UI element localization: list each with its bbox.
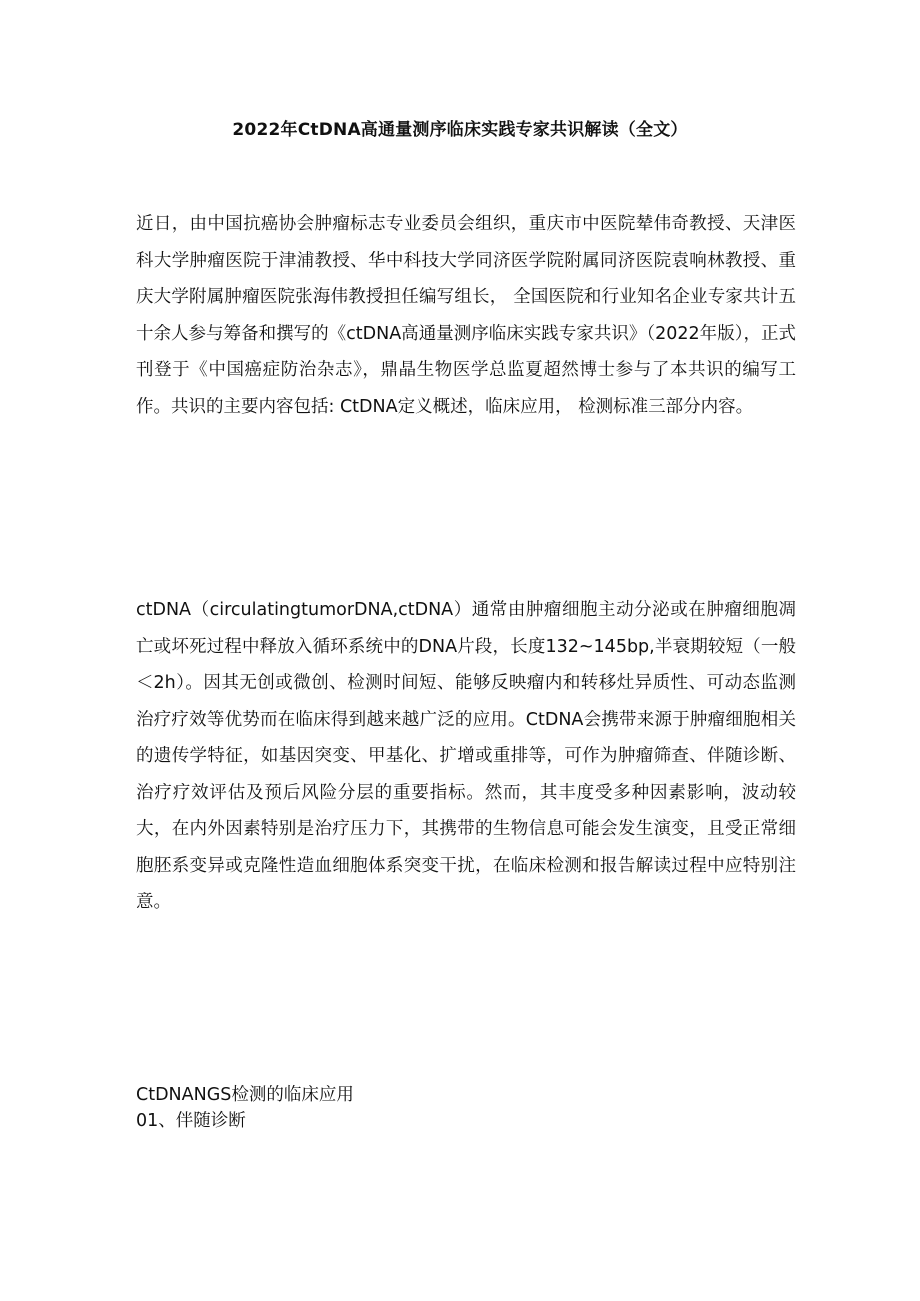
- document-title: 2022年CtDNA高通量测序临床实践专家共识解读（全文）: [232, 120, 688, 140]
- ctdna-definition-paragraph: ctDNA（circulatingtumorDNA,ctDNA）通常由肿瘤细胞主动分泌或在肿瘤细胞凋亡或坏死过程中释放入循环系统中的DNA片段，长度132~145bp,半衰期较短（一般＜2h）。因其无创或微创、检测时间短、能够反映瘤内和转移灶异质性、可动态监测治疗疗效等优势而在临床得到越来越广泛的应用。CtDNA会携带来源于肿瘤细胞相关的遗传学特征，如基因突变、甲基化、扩增或重排等，可作为肿瘤筛查、伴随诊断、治疗疗效评估及预后风险分层的重要指标。然而，其丰度受多种因素影响，波动较大，在内外因素特别是治疗压力下，其携带的生物信息可能会发生演变，且受正常细胞胚系变异或克隆性造血细胞体系突变干扰，在临床检测和报告解读过程中应特别注意。: [136, 600, 796, 912]
- intro-paragraph: 近日，由中国抗癌协会肿瘤标志专业委员会组织，重庆市中医院辇伟奇教授、天津医科大学肿瘤医院于津浦教授、华中科技大学同济医学院附属同济医院袁响林教授、重庆大学附属肿瘤医院张海伟教授担任编写组长， 全国医院和行业知名企业专家共计五十余人参与筹备和撰写的《ctDNA高通量测序临床实践专家共识》（2022年版），正式刊登于《中国癌症防治杂志》，鼎晶生物医学总监夏超然博士参与了本共识的编写工作。共识的主要内容包括: CtDNA定义概述，临床应用， 检测标准三部分内容。: [136, 214, 796, 417]
- sub-heading: 01、伴随诊断: [136, 1111, 246, 1131]
- section-heading: CtDNANGS检测的临床应用: [136, 1085, 354, 1105]
